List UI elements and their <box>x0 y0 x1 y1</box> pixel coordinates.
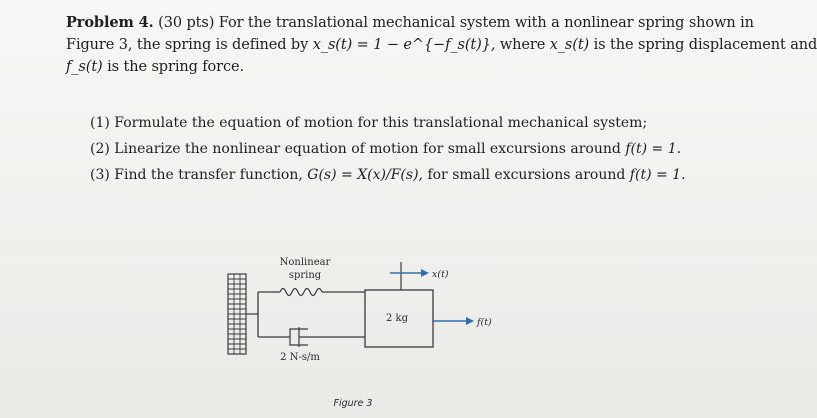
part-3-text-b: for small excursions around <box>427 167 626 183</box>
part-3-transfer-function: G(s) = X(x)/F(s), <box>307 167 423 183</box>
force-arrowhead <box>466 317 474 325</box>
problem-label: Problem 4. <box>66 14 154 31</box>
displacement-label: x(t) <box>432 269 449 280</box>
problem-line2-b: where <box>499 37 546 53</box>
part-2-number: (2) <box>90 141 110 157</box>
force-label: f(t) <box>477 317 492 328</box>
fixed-wall <box>228 274 246 354</box>
part-2-equation: f(t) = 1. <box>625 141 682 157</box>
spring-force-symbol: f_s(t) <box>66 59 103 75</box>
part-3-equation: f(t) = 1. <box>629 167 686 183</box>
spring-equation-text: x_s(t) = 1 − e^{−f_s(t)}, <box>312 37 496 53</box>
damper <box>258 327 365 347</box>
problem-line3-text: is the spring force. <box>107 59 245 75</box>
part-3-number: (3) <box>90 167 110 183</box>
part-1-text: Formulate the equation of motion for this translational mechanical system; <box>114 115 648 131</box>
spring-label-line-2: spring <box>288 270 322 281</box>
spring-displacement-symbol: x_s(t) <box>549 37 590 53</box>
problem-line2-c: is the spring displacement and <box>593 37 817 53</box>
spring-label-line-1: Nonlinear <box>279 257 331 268</box>
problem-points: (30 pts) <box>158 15 215 31</box>
displacement-arrowhead <box>421 269 429 277</box>
part-1-number: (1) <box>90 115 110 131</box>
problem-line2-a: Figure 3, the spring is defined by <box>66 37 309 53</box>
mass-label: 2 kg <box>385 313 409 324</box>
problem-line1-text: For the translational mechanical system with a nonlinear spring shown in <box>218 15 754 31</box>
part-3-text-a: Find the transfer function, <box>114 167 303 183</box>
damper-label: 2 N-s/m <box>280 352 320 363</box>
figure-caption: Figure 3 <box>333 398 373 409</box>
nonlinear-spring <box>258 289 365 296</box>
part-2-text: Linearize the nonlinear equation of motion for small excursions around <box>114 141 621 157</box>
